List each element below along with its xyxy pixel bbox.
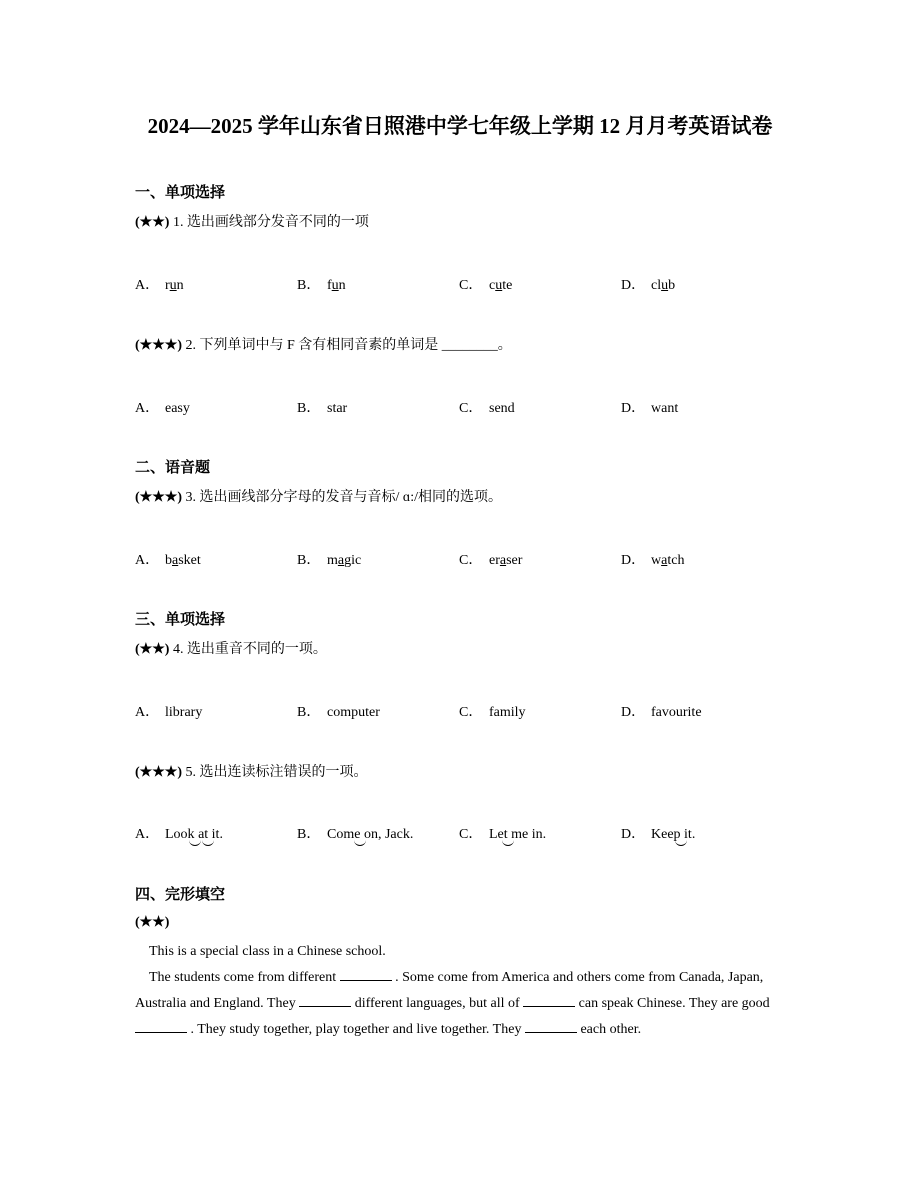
option-d[interactable] [621, 397, 678, 417]
option-text: library [165, 705, 203, 720]
cloze-stars [135, 914, 169, 931]
underlined-letter: u [495, 278, 503, 293]
blank-3[interactable] [523, 992, 575, 1007]
question-2 [135, 334, 512, 354]
underlined-letter: a [661, 553, 668, 568]
question-4 [135, 638, 327, 658]
option-c[interactable] [459, 274, 512, 294]
option-label: C． [459, 401, 483, 416]
option-label: D． [621, 553, 646, 568]
question-stem: 5. 选出连读标注错误的一项。 [185, 765, 368, 780]
question-3 [135, 486, 502, 506]
underlined-letter: a [499, 553, 507, 568]
option-label: D． [621, 278, 646, 293]
passage-text: each other. [580, 1022, 642, 1037]
word-part: n [338, 278, 346, 293]
passage-text: can speak Chinese. They are good [578, 996, 770, 1011]
section-heading-2: 二、语音题 [135, 460, 211, 476]
liaison-word [198, 827, 208, 843]
option-label: B． [297, 401, 321, 416]
word-part: gic [344, 553, 362, 568]
blank-1[interactable] [340, 966, 392, 981]
option-label: B． [297, 553, 321, 568]
word: Let [489, 827, 508, 842]
liaison-word [489, 827, 508, 843]
word: Look [165, 827, 195, 842]
liaison-mark [675, 839, 687, 846]
liaison-mark [502, 839, 514, 846]
question-stem: 4. 选出重音不同的一项。 [172, 642, 327, 657]
option-c[interactable] [459, 397, 515, 417]
section-heading-1: 一、单项选择 [135, 185, 226, 201]
word: Keep [651, 827, 681, 842]
passage-text: different languages, but all of [354, 996, 520, 1011]
option-label: D． [621, 401, 646, 416]
underlined-letter: u [169, 278, 177, 293]
underlined-letter: a [337, 553, 345, 568]
word-part: tch [667, 553, 685, 568]
word: me [511, 827, 529, 842]
liaison-mark [354, 839, 366, 846]
option-label: C． [459, 827, 483, 842]
word: it. [211, 827, 223, 842]
word-part: er [489, 553, 500, 568]
question-5 [135, 761, 367, 781]
option-text: computer [327, 705, 380, 720]
question-stem: 1. 选出画线部分发音不同的一项 [172, 215, 369, 230]
word-part: w [651, 553, 662, 568]
word-part: n [176, 278, 184, 293]
word: it. [684, 827, 696, 842]
option-label: A． [135, 553, 160, 568]
word-part: sket [178, 553, 201, 568]
blank-5[interactable] [525, 1018, 577, 1033]
option-label: D． [621, 827, 646, 842]
word-part: cl [651, 278, 662, 293]
option-a[interactable] [135, 701, 202, 721]
option-c[interactable] [459, 823, 546, 843]
difficulty-stars: (★★) [135, 642, 170, 657]
option-label: A． [135, 705, 160, 720]
underlined-letter: u [331, 278, 339, 293]
blank-4[interactable] [135, 1018, 187, 1033]
option-d[interactable] [621, 274, 675, 294]
passage-text: The students come from different [149, 970, 337, 985]
difficulty-stars: (★★★) [135, 765, 182, 780]
passage-text: . They study together, play together and live together. They [190, 1022, 522, 1037]
word: Come [327, 827, 361, 842]
passage-line: This is a special class in a Chinese school. [149, 944, 386, 959]
option-c[interactable] [459, 701, 526, 721]
option-a[interactable] [135, 274, 184, 294]
word: at [198, 827, 209, 842]
option-label: B． [297, 705, 321, 720]
option-b[interactable] [297, 823, 413, 843]
option-a[interactable] [135, 549, 201, 569]
option-label: D． [621, 705, 646, 720]
option-label: C． [459, 705, 483, 720]
option-label: C． [459, 553, 483, 568]
word-part: b [165, 553, 172, 568]
difficulty-stars: (★★★) [135, 490, 182, 505]
word: on, [363, 827, 382, 842]
underlined-letter: a [172, 553, 179, 568]
liaison-word [327, 827, 360, 843]
word: in. [531, 827, 547, 842]
word-part: m [327, 553, 338, 568]
word-part: ser [506, 553, 523, 568]
option-text: family [489, 705, 526, 720]
option-b[interactable] [297, 549, 361, 569]
option-label: C． [459, 278, 483, 293]
passage-text: . Some come from America and others come from Canada, Japan, Australia and England. They [135, 970, 764, 1011]
option-text: send [489, 401, 515, 416]
liaison-word [165, 827, 195, 843]
blank-2[interactable] [299, 992, 351, 1007]
option-b[interactable] [297, 397, 347, 417]
section-heading-3: 三、单项选择 [135, 612, 226, 628]
difficulty-stars: (★★) [135, 215, 170, 230]
difficulty-stars: (★★★) [135, 338, 182, 353]
question-1 [135, 211, 369, 231]
word: Jack. [384, 827, 414, 842]
passage-paragraph [135, 965, 775, 1043]
option-b[interactable] [297, 274, 346, 294]
word-part: f [327, 278, 332, 293]
option-label: B． [297, 827, 321, 842]
option-label: A． [135, 827, 160, 842]
option-text: easy [165, 401, 190, 416]
option-label: A． [135, 401, 160, 416]
underlined-letter: u [661, 278, 669, 293]
option-a[interactable] [135, 397, 190, 417]
option-text: star [327, 401, 348, 416]
word-part: te [502, 278, 513, 293]
option-text: favourite [651, 705, 702, 720]
option-text: want [651, 401, 679, 416]
option-d[interactable] [621, 549, 684, 569]
word-part: b [668, 278, 676, 293]
liaison-mark [202, 839, 214, 846]
liaison-word [651, 827, 681, 843]
question-stem: 2. 下列单词中与 F 含有相同音素的单词是 ________。 [185, 338, 512, 353]
option-b[interactable] [297, 701, 380, 721]
option-d[interactable] [621, 823, 695, 843]
cloze-passage [135, 939, 775, 1043]
word-part: r [165, 278, 170, 293]
question-stem: 3. 选出画线部分字母的发音与音标/ ɑ:/相同的选项。 [185, 490, 502, 505]
option-label: A． [135, 278, 160, 293]
option-label: B． [297, 278, 321, 293]
option-a[interactable] [135, 823, 223, 843]
word-part: c [489, 278, 496, 293]
option-d[interactable] [621, 701, 702, 721]
page-title: 2024—2025 学年山东省日照港中学七年级上学期 12 月月考英语试卷 [147, 114, 773, 138]
difficulty-stars: (★★) [135, 915, 170, 930]
option-c[interactable] [459, 549, 522, 569]
section-heading-4: 四、完形填空 [135, 887, 226, 903]
